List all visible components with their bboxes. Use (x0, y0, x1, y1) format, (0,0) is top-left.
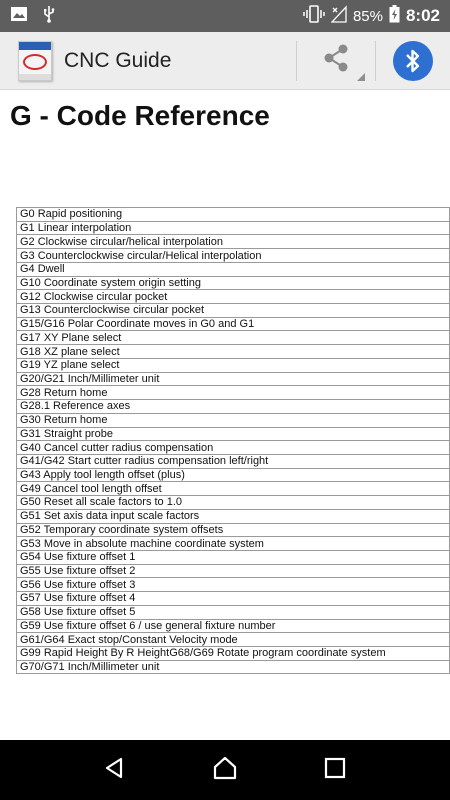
clock: 8:02 (405, 6, 440, 25)
table-cell: G51 Set axis data input scale factors (17, 509, 450, 523)
gcode-table (16, 207, 450, 674)
table-row (17, 304, 450, 318)
table-row (17, 578, 450, 592)
home-button[interactable] (205, 750, 245, 790)
table-cell: G58 Use fixture offset 5 (17, 605, 450, 619)
table-cell: G52 Temporary coordinate system offsets (17, 523, 450, 537)
table-cell: G59 Use fixture offset 6 / use general fixture number (17, 619, 450, 633)
table-cell: G13 Counterclockwise circular pocket (17, 304, 450, 318)
overflow-corner-icon (357, 73, 365, 81)
home-icon (212, 756, 238, 785)
battery-level: 85% (352, 7, 383, 25)
app-title: CNC Guide (64, 48, 172, 72)
table-row (17, 249, 450, 263)
table-cell: G28 Return home (17, 386, 450, 400)
table-row (17, 619, 450, 633)
usb-icon (42, 5, 56, 28)
table-row (17, 235, 450, 249)
table-cell: G49 Cancel tool length offset (17, 482, 450, 496)
table-row (17, 358, 450, 372)
table-cell: G99 Rapid Height By R HeightG68/G69 Rotate program coordinate system (17, 647, 450, 661)
table-cell: G28.1 Reference axes (17, 400, 450, 414)
status-bar (0, 0, 450, 32)
navigation-bar (0, 740, 450, 800)
table-row (17, 633, 450, 647)
table-row (17, 660, 450, 674)
table-row (17, 564, 450, 578)
table-cell: G20/G21 Inch/Millimeter unit (17, 372, 450, 386)
table-cell: G10 Coordinate system origin setting (17, 276, 450, 290)
table-cell: G70/G71 Inch/Millimeter unit (17, 660, 450, 674)
status-system (303, 5, 440, 27)
table-row (17, 496, 450, 510)
table-cell: G31 Straight probe (17, 427, 450, 441)
table-cell: G2 Clockwise circular/helical interpolation (17, 235, 450, 249)
table-row (17, 331, 450, 345)
table-cell: G54 Use fixture offset 1 (17, 550, 450, 564)
table-row (17, 523, 450, 537)
table-row (17, 276, 450, 290)
table-row (17, 509, 450, 523)
bluetooth-icon (393, 41, 433, 81)
table-row (17, 290, 450, 304)
table-row (17, 386, 450, 400)
table-cell: G50 Reset all scale factors to 1.0 (17, 496, 450, 510)
share-icon (322, 43, 350, 78)
table-cell: G15/G16 Polar Coordinate moves in G0 and G1 (17, 317, 450, 331)
table-cell: G18 XZ plane select (17, 345, 450, 359)
table-row (17, 537, 450, 551)
table-row (17, 413, 450, 427)
table-row (17, 317, 450, 331)
table-cell: G17 XY Plane select (17, 331, 450, 345)
table-cell: G4 Dwell (17, 262, 450, 276)
share-button[interactable] (297, 32, 375, 90)
table-cell: G12 Clockwise circular pocket (17, 290, 450, 304)
table-cell: G40 Cancel cutter radius compensation (17, 441, 450, 455)
table-cell: G3 Counterclockwise circular/Helical interpolation (17, 249, 450, 263)
table-cell: G41/G42 Start cutter radius compensation left/right (17, 454, 450, 468)
table-cell: G19 YZ plane select (17, 358, 450, 372)
table-row (17, 427, 450, 441)
table-row (17, 400, 450, 414)
back-button[interactable] (95, 750, 135, 790)
table-row (17, 441, 450, 455)
table-row (17, 482, 450, 496)
app-actions (296, 32, 450, 89)
table-row (17, 592, 450, 606)
table-row (17, 345, 450, 359)
signal-icon (331, 5, 347, 27)
image-icon (10, 6, 28, 27)
recents-icon (324, 757, 346, 784)
recents-button[interactable] (315, 750, 355, 790)
app-bar (0, 32, 450, 90)
battery-icon (389, 5, 400, 27)
table-cell: G56 Use fixture offset 3 (17, 578, 450, 592)
table-row (17, 605, 450, 619)
table-cell: G1 Linear interpolation (17, 221, 450, 235)
table-row (17, 454, 450, 468)
table-cell: G57 Use fixture offset 4 (17, 592, 450, 606)
table-row (17, 208, 450, 222)
status-notifications (10, 5, 56, 28)
table-row (17, 647, 450, 661)
table-cell: G61/G64 Exact stop/Constant Velocity mode (17, 633, 450, 647)
table-row (17, 221, 450, 235)
table-cell: G0 Rapid positioning (17, 208, 450, 222)
table-row (17, 262, 450, 276)
table-cell: G53 Move in absolute machine coordinate system (17, 537, 450, 551)
app-logo (18, 41, 52, 81)
table-cell: G55 Use fixture offset 2 (17, 564, 450, 578)
back-icon (103, 756, 127, 785)
table-row (17, 550, 450, 564)
table-cell: G30 Return home (17, 413, 450, 427)
bluetooth-button[interactable] (376, 32, 450, 90)
table-row (17, 372, 450, 386)
page-title: G - Code Reference (10, 100, 270, 131)
table-cell: G43 Apply tool length offset (plus) (17, 468, 450, 482)
vibrate-icon (303, 5, 325, 27)
table-row (17, 468, 450, 482)
